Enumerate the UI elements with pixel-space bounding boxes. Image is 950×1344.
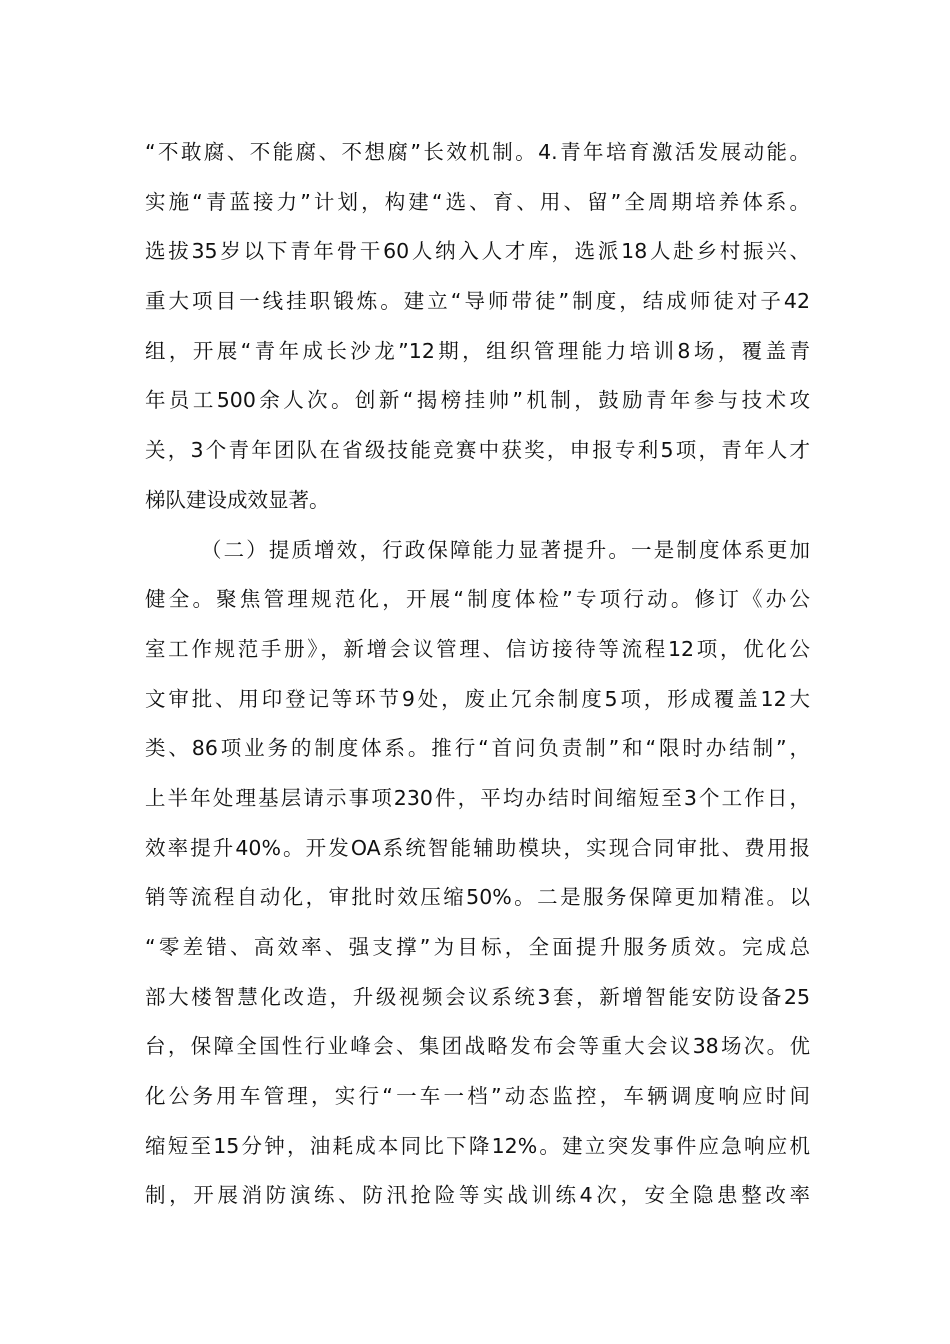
text-line: 销等流程自动化，审批时效压缩50%。二是服务保障更加精准。以 [145,885,810,910]
text-line: 台，保障全国性行业峰会、集团战略发布会等重大会议38场次。优 [145,1034,810,1059]
text-line: 关，3个青年团队在省级技能竞赛中获奖，申报专利5项，青年人才 [145,438,810,463]
text-line: 梯队建设成效显著。 [145,487,330,512]
text-line: 重大项目一线挂职锻炼。建立“导师带徒”制度，结成师徒对子42 [145,289,810,314]
text-line: 类、86项业务的制度体系。推行“首问负责制”和“限时办结制”， [145,736,810,761]
text-line: 室工作规范手册》，新增会议管理、信访接待等流程12项，优化公 [145,636,810,661]
text-line: 上半年处理基层请示事项230件，平均办结时间缩短至3个工作日， [145,785,810,810]
text-line: 部大楼智慧化改造，升级视频会议系统3套，新增智能安防设备25 [145,984,810,1009]
text-line: 组，开展“青年成长沙龙”12期，组织管理能力培训8场，覆盖青 [145,338,810,363]
text-line: 年员工500余人次。创新“揭榜挂帅”机制，鼓励青年参与技术攻 [145,388,810,413]
text-line: “零差错、高效率、强支撑”为目标，全面提升服务质效。完成总 [145,935,810,959]
text-line: 化公务用车管理，实行“一车一档”动态监控，车辆调度响应时间 [145,1084,810,1109]
text-line: “不敢腐、不能腐、不想腐”长效机制。4.青年培育激活发展动能。 [145,140,810,164]
body-text [145,128,810,1221]
text-line: 缩短至15分钟，油耗成本同比下降12%。建立突发事件应急响应机 [145,1133,810,1158]
text-line: 选拔35岁以下青年骨干60人纳入人才库，选派18人赴乡村振兴、 [145,239,810,264]
text-line: 制，开展消防演练、防汛抢险等实战训练4次，安全隐患整改率 [145,1183,810,1208]
section-heading-line: （二）提质增效，行政保障能力显著提升。一是制度体系更加 [201,537,810,562]
text-line: 实施“青蓝接力”计划，构建“选、育、用、留”全周期培养体系。 [145,189,810,214]
text-line: 健全。聚焦管理规范化，开展“制度体检”专项行动。修订《办公 [145,587,810,612]
text-line: 效率提升40%。开发OA系统智能辅助模块，实现合同审批、费用报 [145,835,810,860]
text-line: 文审批、用印登记等环节9处，废止冗余制度5项，形成覆盖12大 [145,686,810,711]
